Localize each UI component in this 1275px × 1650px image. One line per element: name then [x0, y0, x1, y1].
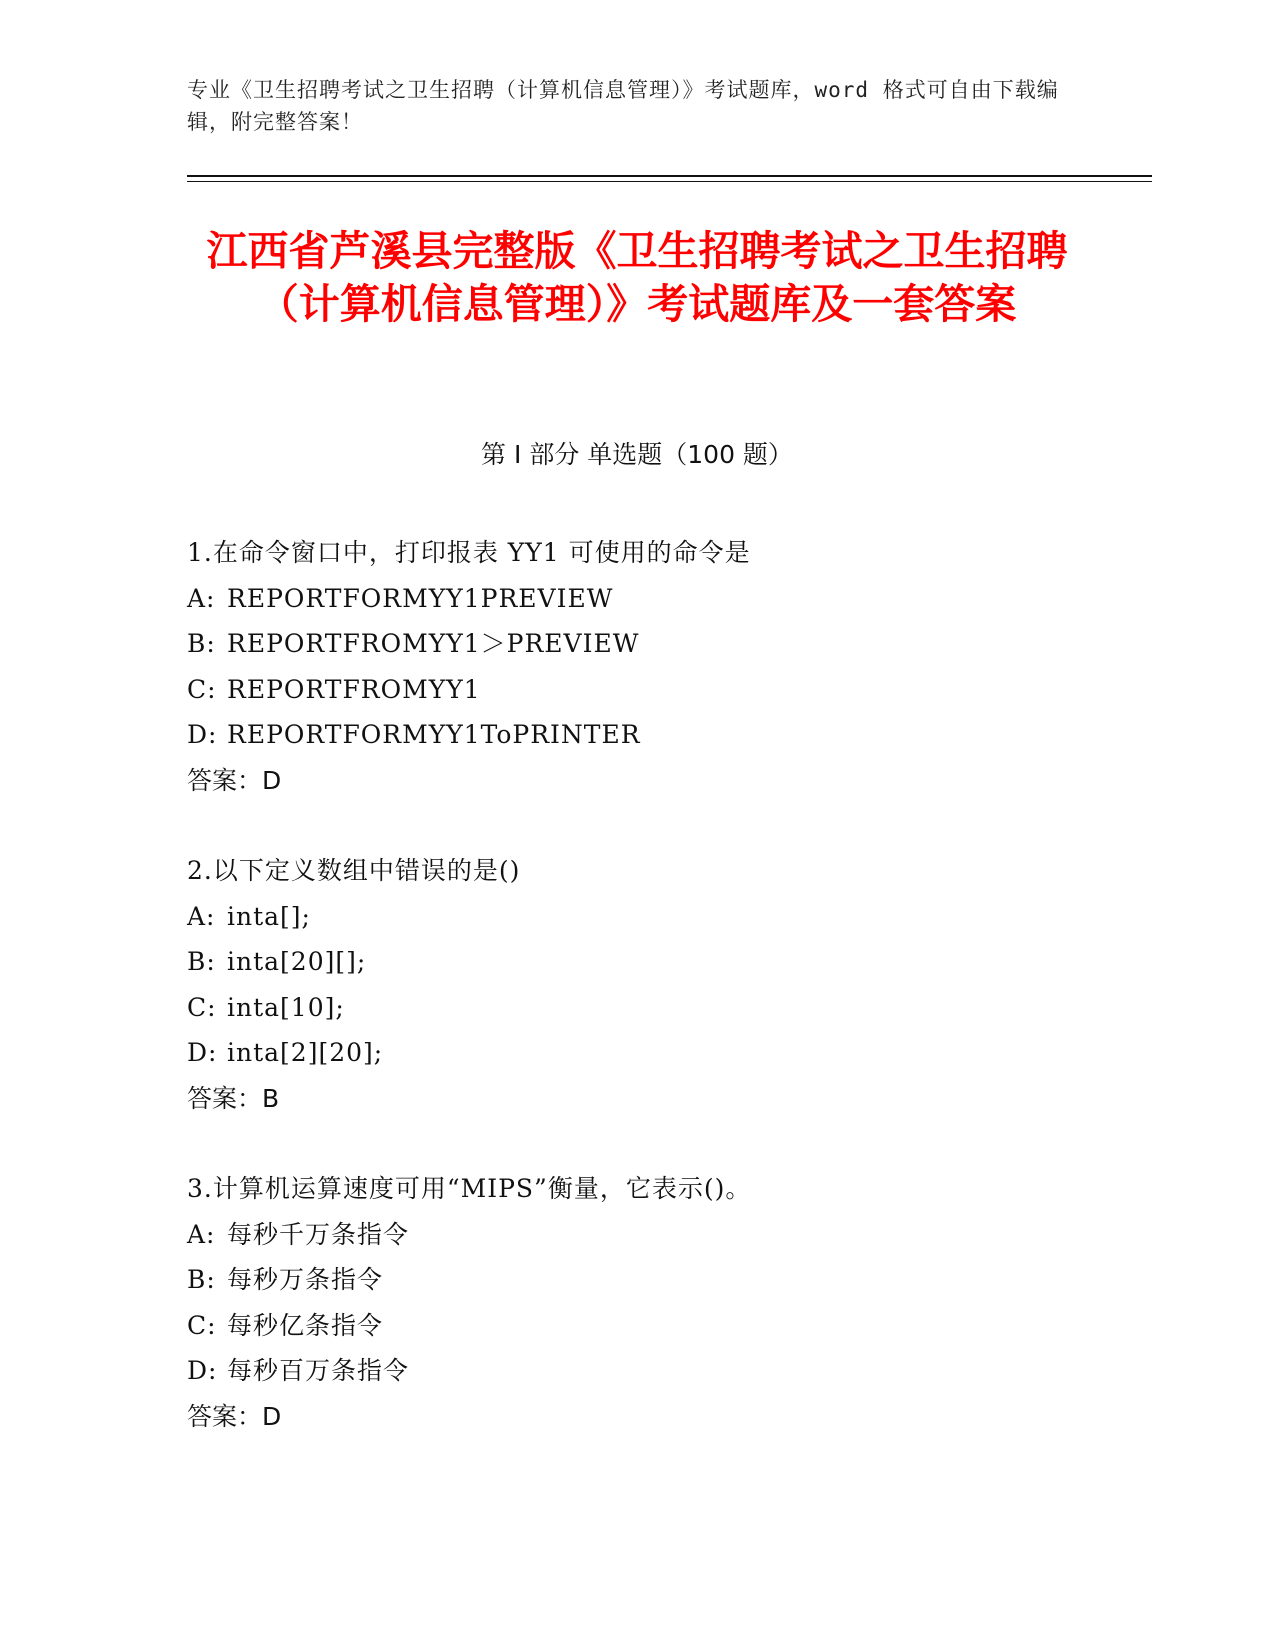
question-list: [187, 530, 1087, 1484]
option-text: 每秒万条指令: [227, 1265, 384, 1294]
option-text: inta[];: [227, 901, 311, 931]
option-letter: C:: [187, 674, 217, 704]
question-3: [187, 1166, 1087, 1439]
question-stem: 3.计算机运算速度可用“MIPS”衡量，它表示()。: [187, 1174, 752, 1203]
option-letter: B:: [187, 1265, 216, 1294]
header-note: 专业《卫生招聘考试之卫生招聘（计算机信息管理）》考试题库，word 格式可自由下载编辑，附完整答案！: [187, 78, 1059, 134]
question-stem: 2.以下定义数组中错误的是(): [187, 856, 521, 885]
answer-line: 答案：B: [187, 1083, 280, 1113]
document-title: 江西省芦溪县完整版《卫生招聘考试之卫生招聘（计算机信息管理）》考试题库及一套答案: [206, 227, 1068, 328]
answer-line: 答案：D: [187, 1401, 282, 1431]
option-a: [187, 1212, 1087, 1258]
option-d: [187, 1030, 1087, 1076]
option-text: REPORTFORMYY1ToPRINTER: [227, 720, 641, 749]
question-2: [187, 848, 1087, 1121]
option-text: 每秒亿条指令: [227, 1310, 384, 1340]
option-letter: D:: [187, 720, 218, 749]
question-1: [187, 530, 1087, 803]
option-b: [187, 621, 1087, 667]
option-text: 每秒百万条指令: [227, 1356, 410, 1385]
option-text: inta[10];: [227, 992, 345, 1022]
option-letter: B:: [187, 947, 216, 976]
option-text: REPORTFROMYY1: [227, 674, 481, 704]
option-letter: A:: [187, 1219, 216, 1249]
option-letter: D:: [187, 1356, 218, 1385]
option-c: [187, 1303, 1087, 1349]
option-letter: A:: [187, 901, 216, 931]
option-c: [187, 667, 1087, 713]
option-text: 每秒千万条指令: [227, 1219, 410, 1249]
option-a: [187, 576, 1087, 622]
option-letter: B:: [187, 629, 216, 658]
header-rule-top: [187, 175, 1152, 177]
option-text: inta[2][20];: [227, 1038, 384, 1067]
header-rule-bottom: [187, 181, 1152, 182]
option-d: [187, 1348, 1087, 1394]
option-d: [187, 712, 1087, 758]
option-b: [187, 1257, 1087, 1303]
option-text: inta[20][];: [227, 947, 367, 976]
option-a: [187, 894, 1087, 940]
option-b: [187, 939, 1087, 985]
option-letter: C:: [187, 992, 217, 1022]
option-letter: A:: [187, 583, 216, 613]
option-letter: C:: [187, 1310, 217, 1340]
section-heading: 第 I 部分 单选题（100 题）: [481, 440, 793, 469]
option-text: REPORTFROMYY1＞PREVIEW: [227, 629, 640, 658]
option-c: [187, 985, 1087, 1031]
question-stem: 1.在命令窗口中，打印报表 YY1 可使用的命令是: [187, 538, 751, 567]
option-letter: D:: [187, 1038, 218, 1067]
option-text: REPORTFORMYY1PREVIEW: [227, 583, 614, 613]
answer-line: 答案：D: [187, 765, 282, 795]
